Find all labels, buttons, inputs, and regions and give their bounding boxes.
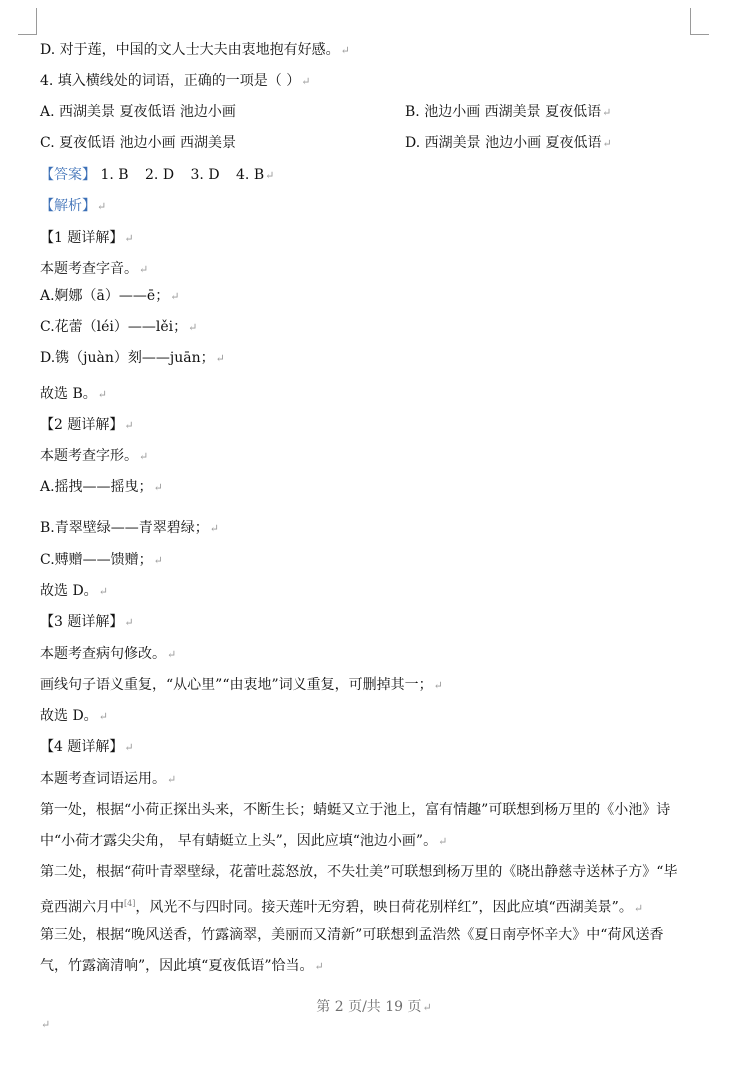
trailing-paragraph-mark: ↵ [41,1018,51,1031]
question-4-stem: 4. 填入横线处的词语，正确的一项是（ ）↵ [40,73,311,89]
section-4-para-1-line-2: 中“小荷才露尖尖角， 早有蜻蜓立上头”，因此应填“池边小画”。↵ [40,833,448,849]
section-2-heading: 【2 题详解】↵ [40,417,134,433]
section-1-item-d: D.镌（juàn）刻——juān；↵ [40,350,225,366]
section-3-intro: 本题考查病句修改。↵ [40,646,177,662]
section-1-conclusion: 故选 B。↵ [40,386,107,402]
section-4-para-2-line-1: 第二处，根据“荷叶青翠壁绿，花蕾吐蕊怒放，不失壮美”可联想到杨万里的《晓出静慈寺送林子方》“毕 [40,864,678,880]
answer-3: 3. D [190,167,220,183]
analysis-tag: 【解析】↵ [40,198,107,214]
crop-mark-top-right [690,8,709,35]
section-1-item-a: A.婀娜（ā）——ē；↵ [40,288,180,304]
answer-2: 2. D [145,167,175,183]
section-2-item-b: B.青翠壁绿——青翠碧绿；↵ [40,520,219,536]
answer-1: 1. B [100,167,129,183]
options-row-1 [40,102,720,122]
section-3-conclusion: 故选 D。↵ [40,708,108,724]
section-4-heading: 【4 题详解】↵ [40,739,134,755]
section-2-conclusion: 故选 D。↵ [40,583,108,599]
section-2-item-c: C.赙赠——馈赠；↵ [40,552,163,568]
options-row-2 [40,133,720,153]
answer-line: 【答案】 1. B 2. D 3. D 4. B↵ [40,167,275,183]
option-c: C. 夏夜低语 池边小画 西湖美景 [40,135,237,151]
option-d: D. 西湖美景 池边小画 夏夜低语↵ [405,135,612,151]
section-3-body: 画线句子语义重复，“从心里”“由衷地”词义重复，可删掉其一；↵ [40,677,443,693]
answer-4: 4. B [236,167,265,183]
section-4-para-3-line-1: 第三处，根据“晚风送香，竹露滴翠，美丽而又清新”可联想到孟浩然《夏日南亭怀辛大》中“荷风送香 [40,927,664,943]
section-4-para-1-line-1: 第一处，根据“小荷正探出头来，不断生长；蜻蜓又立于池上，富有情趣”可联想到杨万里的《小池》诗 [40,802,671,818]
page-footer: 第 2 页/共 19 页↵ [316,999,432,1015]
question-3-option-d: D. 对于莲，中国的文人士大夫由衷地抱有好感。↵ [40,42,350,58]
section-2-item-a: A.摇拽——摇曳；↵ [40,479,163,495]
section-2-intro: 本题考查字形。↵ [40,448,149,464]
section-4-intro: 本题考查词语运用。↵ [40,771,177,787]
section-3-heading: 【3 题详解】↵ [40,614,134,630]
section-1-item-c: C.花蕾（léi）——lěi；↵ [40,319,198,335]
section-1-heading: 【1 题详解】↵ [40,230,134,246]
option-a: A. 西湖美景 夏夜低语 池边小画 [40,104,236,120]
crop-mark-top-left [18,8,37,35]
section-4-para-2-line-2: 竟西湖六月中[4]，风光不与四时同。接天莲叶无穷碧，映日荷花别样红”，因此应填“西湖美景”。↵ [40,899,644,916]
section-4-para-3-line-2: 气，竹露滴清响”，因此填“夏夜低语”恰当。↵ [40,958,324,974]
section-1-intro: 本题考查字音。↵ [40,261,149,277]
answer-tag: 【答案】 [40,167,96,183]
footnote-marker: [4] [124,899,136,908]
option-b: B. 池边小画 西湖美景 夏夜低语↵ [405,104,612,120]
